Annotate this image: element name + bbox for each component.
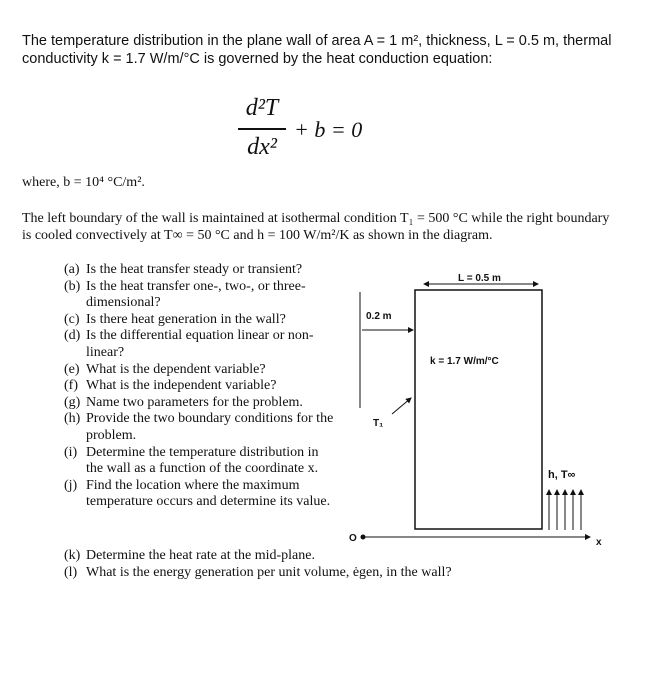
question-text: What is the energy generation per unit volume, ėgen, in the wall? [86, 564, 452, 580]
question-label: (l) [64, 564, 78, 580]
origin-point [361, 535, 366, 540]
question-text: Is the heat transfer one-, two-, or three-dimensional? [86, 278, 306, 311]
question-label: (b) [64, 278, 81, 294]
question-label: (f) [64, 378, 78, 394]
question-label: (k) [64, 548, 81, 563]
problem-intro: The temperature distribution in the plane wall of area A = 1 m², thickness, L = 0.5 m, thermal conductivity k = 1.7 W/m/°C is governed by the heat conduction equation: [22, 33, 612, 67]
question-label: (c) [64, 311, 80, 327]
convection-label: h, T∞ [548, 469, 576, 481]
equation-numerator: d²T [245, 95, 279, 121]
question-label: (h) [64, 411, 81, 427]
question-text: What is the dependent variable? [86, 361, 266, 377]
question-text: What is the independent variable? [86, 378, 277, 394]
equation-rest: + b = 0 [294, 117, 363, 142]
question-label: (j) [64, 477, 78, 493]
x-axis-label: x [596, 537, 602, 548]
question-label: (g) [64, 394, 81, 410]
question-label: (e) [64, 361, 80, 377]
t1-arrow [392, 398, 411, 414]
conductivity-label: k = 1.7 W/m/°C [430, 356, 499, 367]
question-text: Determine the heat rate at the mid-plane. [86, 548, 315, 563]
question-label: (a) [64, 262, 80, 277]
question-label: (i) [64, 444, 78, 460]
t1-label: T₁ [373, 418, 384, 429]
length-label: L = 0.5 m [458, 273, 501, 284]
equation-denominator: dx² [247, 134, 277, 160]
wall-rectangle [415, 290, 542, 529]
question-text: Name two parameters for the problem. [86, 394, 303, 410]
question-text: Is the heat transfer steady or transient? [86, 262, 303, 277]
height-label: 0.2 m [366, 311, 392, 322]
question-text: Determine the temperature distribution in the wall as a function of the coordinate x. [86, 444, 319, 477]
where-clause: where, b = 10⁴ °C/m². [22, 175, 145, 190]
question-label: (d) [64, 328, 81, 344]
question-text: Is the differential equation linear or non-linear? [86, 328, 314, 360]
boundary-conditions-text: The left boundary of the wall is maintained at isothermal condition T₁ = 500 °C while the right boundary is cooled convectively at T∞ = 50 °C and h = 100 W/m²/K as shown in the diagram. [22, 211, 610, 243]
question-text: Provide the two boundary conditions for the problem. [86, 411, 334, 443]
convection-arrows [549, 490, 581, 530]
question-text: Is there heat generation in the wall? [86, 311, 286, 327]
question-text: Find the location where the maximum temperature occurs and determine its value. [86, 477, 331, 510]
origin-label: O [349, 533, 357, 544]
